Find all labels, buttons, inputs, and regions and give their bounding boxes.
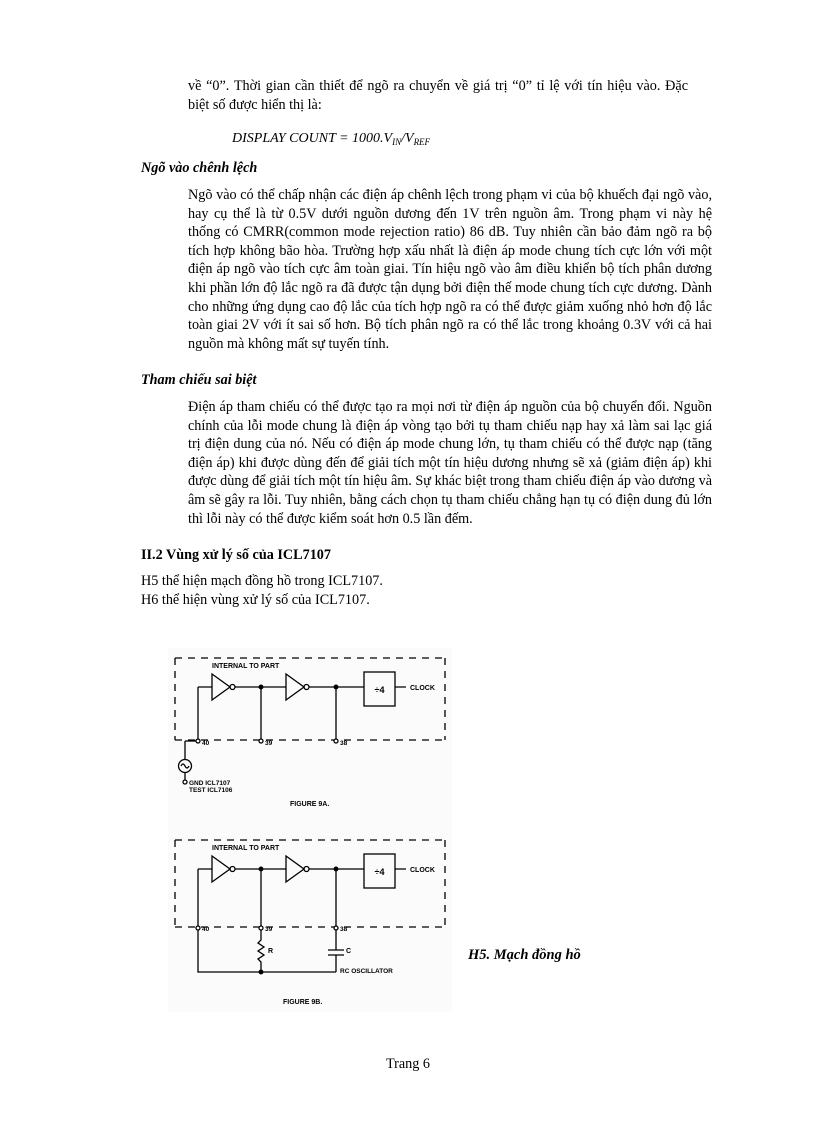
page-number: Trang 6 (385, 1056, 431, 1072)
h6-description: H6 thể hiện vùng xử lý số của ICL7107. (141, 592, 370, 608)
figure-9a-title: FIGURE 9A. (290, 801, 330, 808)
resistor-label: R (268, 948, 274, 955)
differential-input-paragraph: Ngõ vào có thể chấp nhận các điện áp chênh lệch trong phạm vi của bộ khuếch đại ngõ vào, hay cụ thể là từ 0.5V dưới nguồn dương đến 1V trên nguồn âm. Trong phạm vi này hệ thống có CMRR(common mode rejection ratio) 86 dB. Tuy nhiên cần bảo đảm ngõ ra bộ tích hợp không bão hòa. Trường hợp xấu nhất là điện áp mode chung tích cực lớn với một điện áp ngõ vào tích cực âm toàn giai. Tín hiệu ngõ vào âm điều khiển bộ tích phân dương khi phần lớn độ lắc ngõ ra đã được tận dụng bởi điện thế mode chung tích cực dương. Dành cho những ứng dụng cao độ lắc của tích hợp ngõ ra có thể được giảm xuống nhỏ hơn độ lắc toàn giai 2V với ít sai số hơn. Bộ tích phân ngõ ra có thể lắc trong khoảng 0.3V với cả hai nguồn mà không mất sự tuyến tính. (188, 187, 712, 352)
display-count-formula: DISPLAY COUNT = $1000.V_{IN}/V_{REF}$ (232, 131, 431, 147)
clock-label: CLOCK (410, 867, 435, 874)
inverter-2 (286, 674, 304, 700)
divide-by-4-label: ÷4 (374, 867, 385, 877)
pin-40-label: 40 (202, 926, 210, 933)
section-heading-differential-reference: Tham chiếu sai biệt (141, 372, 257, 388)
clock-circuit-diagram (168, 648, 452, 1012)
junction-dot (334, 685, 338, 689)
junction-dot (259, 685, 263, 689)
junction-dot (334, 867, 338, 871)
figure-9b (175, 840, 445, 972)
capacitor-c (328, 928, 344, 972)
pin-39-node (259, 739, 263, 743)
inverter-1 (212, 856, 230, 882)
pin-38-node (334, 926, 338, 930)
pin-38-label: 38 (340, 740, 348, 747)
figure-9b-title: FIGURE 9B. (283, 999, 323, 1006)
junction-dot (259, 970, 263, 974)
inverter-2 (286, 856, 304, 882)
capacitor-label: C (346, 948, 352, 955)
clock-label: CLOCK (410, 685, 435, 692)
test-icl7106-label: TEST ICL7106 (189, 787, 233, 794)
gnd-icl7107-label: GND ICL7107 (189, 780, 231, 787)
clock-circuit-figure (168, 648, 452, 1012)
pin-39-node (259, 926, 263, 930)
pin-40-node (196, 926, 200, 930)
intro-paragraph: về “0”. Thời gian cần thiết để ngõ ra chuyển về giá trị “0” tỉ lệ với tín hiệu vào. Đặc biệt số được hiển thị là: (188, 78, 688, 113)
internal-boundary (175, 658, 445, 740)
junction-dot (259, 867, 263, 871)
figure-caption-h5: H5. Mạch đồng hồ (468, 947, 581, 963)
gnd-node (183, 780, 187, 784)
figure-9a (175, 658, 445, 784)
h5-description: H5 thể hiện mạch đồng hồ trong ICL7107. (141, 573, 383, 589)
divide-by-4-label: ÷4 (374, 685, 385, 695)
internal-boundary (175, 840, 445, 927)
section-heading-digital: II.2 Vùng xử lý số của ICL7107 (141, 547, 331, 563)
internal-to-part-label: INTERNAL TO PART (212, 845, 280, 852)
pin-39-label: 39 (265, 926, 273, 933)
differential-reference-paragraph: Điện áp tham chiếu có thể được tạo ra mọi nơi từ điện áp nguồn của bộ chuyển đổi. Nguồn chính của lỗi mode chung là điện áp vòng tạo bởi tụ tham chiếu nạp hay xả làm sai lạc giá trị điện dung của nó. Nếu có điện áp mode chung lớn, tụ tham chiếu có thể được nạp (tăng điện áp) khi được dùng đến để giải tích một tín hiệu dương nhưng sẽ xả (giảm điện áp) khi được dùng để giải tích một tín hiệu âm. Sự khác biệt trong tham chiếu điện áp vào dương và âm sẽ gây ra lỗi. Tuy nhiên, bằng cách chọn tụ tham chiếu chẳng hạn tụ có điện dung đủ lớn thì lỗi này có thể được kiểm soát hơn 0.5 lần đếm. (188, 399, 712, 527)
pin-39-label: 39 (265, 740, 273, 747)
pin-40-node (196, 739, 200, 743)
pin-40-label: 40 (202, 740, 210, 747)
resistor-r (258, 928, 264, 972)
internal-to-part-label: INTERNAL TO PART (212, 663, 280, 670)
pin-38-node (334, 739, 338, 743)
inverter-1 (212, 674, 230, 700)
external-rc-loop (198, 928, 336, 972)
pin-38-label: 38 (340, 926, 348, 933)
rc-oscillator-label: RC OSCILLATOR (340, 968, 393, 975)
section-heading-differential-input: Ngõ vào chênh lệch (141, 160, 258, 176)
